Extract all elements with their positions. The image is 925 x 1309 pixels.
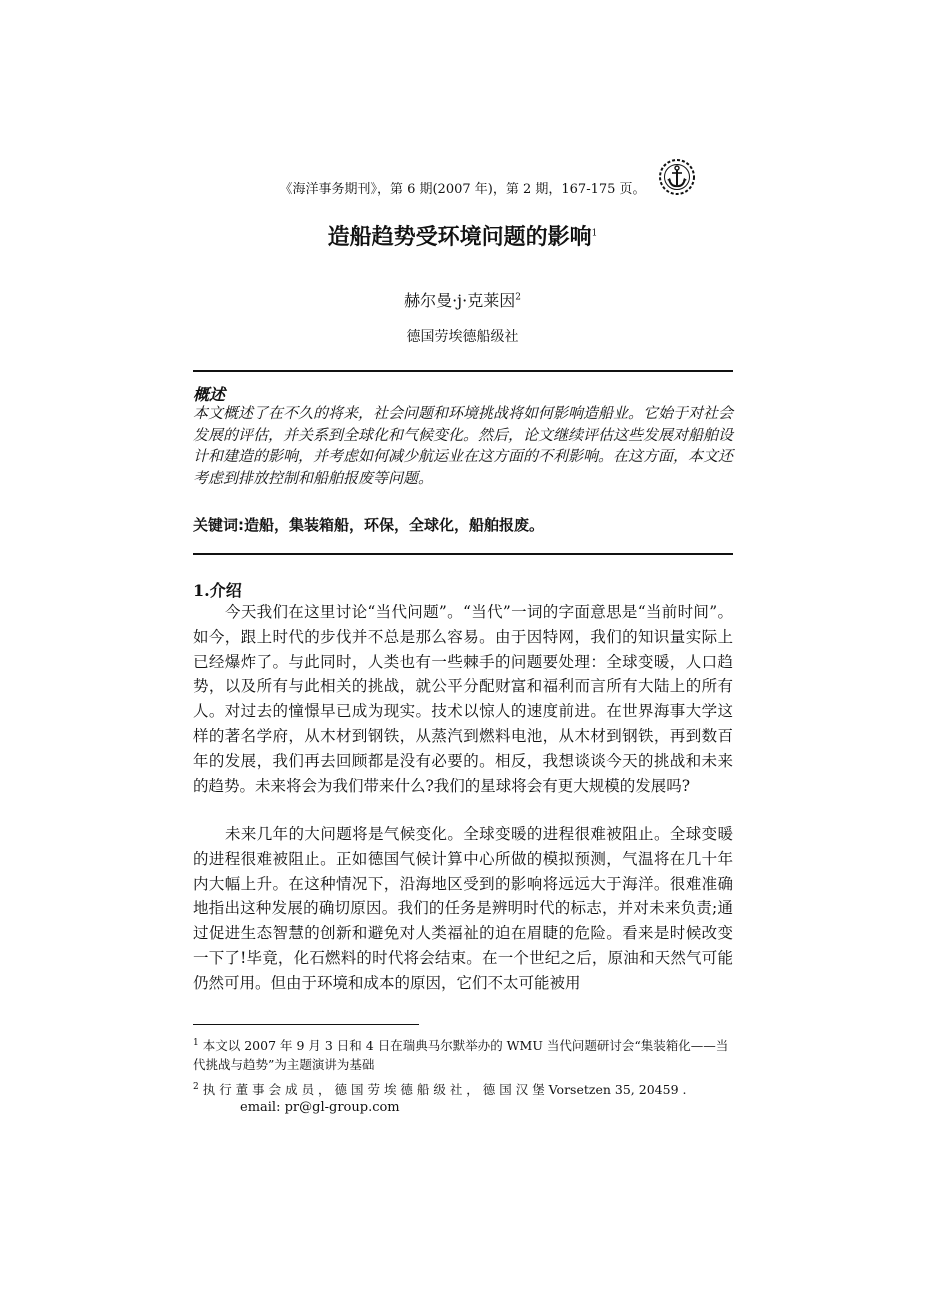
top-rule — [193, 370, 733, 372]
footnote-1-text: 本文以 2007 年 9 月 3 日和 4 日在瑞典马尔默举办的 WMU 当代问题研讨会“集装箱化——当代挑战与趋势”为主题演讲为基础 — [193, 1038, 729, 1073]
abstract-heading: 概述 — [193, 385, 226, 404]
author-footnote-mark: 2 — [515, 292, 521, 303]
affiliation: 德国劳埃德船级社 — [406, 329, 519, 345]
footnote-2-text: 执 行 董 事 会 成 员 ， 德 国 劳 埃 德 船 级 社 ， 德 国 汉 堡 Vorsetzen 35, 20459 . — [202, 1082, 687, 1098]
anchor-emblem-icon — [658, 158, 696, 196]
footnote-divider — [193, 1024, 419, 1025]
footnote-email: email: pr@gl-group.com — [240, 1100, 400, 1115]
footnote-1 — [193, 1034, 733, 1074]
title-text: 造船趋势受环境问题的影响 — [327, 224, 592, 250]
journal-citation: 《海洋事务期刊》，第 6 期(2007 年)，第 2 期，167-175 页。 — [279, 182, 646, 197]
section-heading: 1.介绍 — [193, 581, 242, 600]
author-name: 赫尔曼·j·克莱因 — [404, 291, 516, 310]
footnote-2 — [193, 1078, 733, 1099]
paragraph-2: 未来几年的大问题将是气候变化。全球变暖的进程很难被阻止。全球变暖的进程很难被阻止。正如德国气候计算中心所做的模拟预测，气温将在几十年内大幅上升。在这种情况下，沿海地区受到的影响将远远大于海洋。很难准确地指出这种发展的确切原因。我们的任务是辨明时代的标志，并对未来负责;通过促进生态智慧的创新和避免对人类福祉的迫在眉睫的危险。看来是时候改变一下了!毕竟，化石燃料的时代将会结束。在一个世纪之后，原油和天然气可能仍然可用。但由于环境和成本的原因，它们不太可能被用 — [193, 825, 733, 992]
footnote-1-number: 1 — [193, 1038, 199, 1048]
paragraph-1: 今天我们在这里讨论“当代问题”。“当代”一词的字面意思是“当前时间”。如今，跟上时代的步伐并不总是那么容易。由于因特网，我们的知识量实际上已经爆炸了。与此同时，人类也有一些棘手的问题要处理：全球变暖，人口趋势，以及所有与此相关的挑战，就公平分配财富和福利而言所有大陆上的所有人。对过去的憧憬早已成为现实。技术以惊人的速度前进。在世界海事大学这样的著名学府，从木材到钢铁，从蒸汽到燃料电池，从木材到钢铁，再到数百年的发展，我们再去回顾都是没有必要的。相反，我想谈谈今天的挑战和未来的趋势。未来将会为我们带来什么?我们的星球将会有更大规模的发展吗? — [193, 603, 733, 795]
author — [0, 288, 925, 311]
paper-title — [0, 220, 925, 251]
footnote-2-number: 2 — [193, 1082, 199, 1092]
title-footnote-mark: 1 — [591, 228, 598, 239]
bottom-rule — [193, 553, 733, 555]
keywords: 关键词:造船，集装箱船，环保，全球化，船舶报废。 — [193, 516, 545, 534]
abstract-body: 本文概述了在不久的将来，社会问题和环境挑战将如何影响造船业。它始于对社会发展的评估，并关系到全球化和气候变化。然后，论文继续评估这些发展对船舶设计和建造的影响，并考虑如何减少航运业在这方面的不利影响。在这方面，本文还考虑到排放控制和船舶报废等问题。 — [193, 404, 734, 487]
